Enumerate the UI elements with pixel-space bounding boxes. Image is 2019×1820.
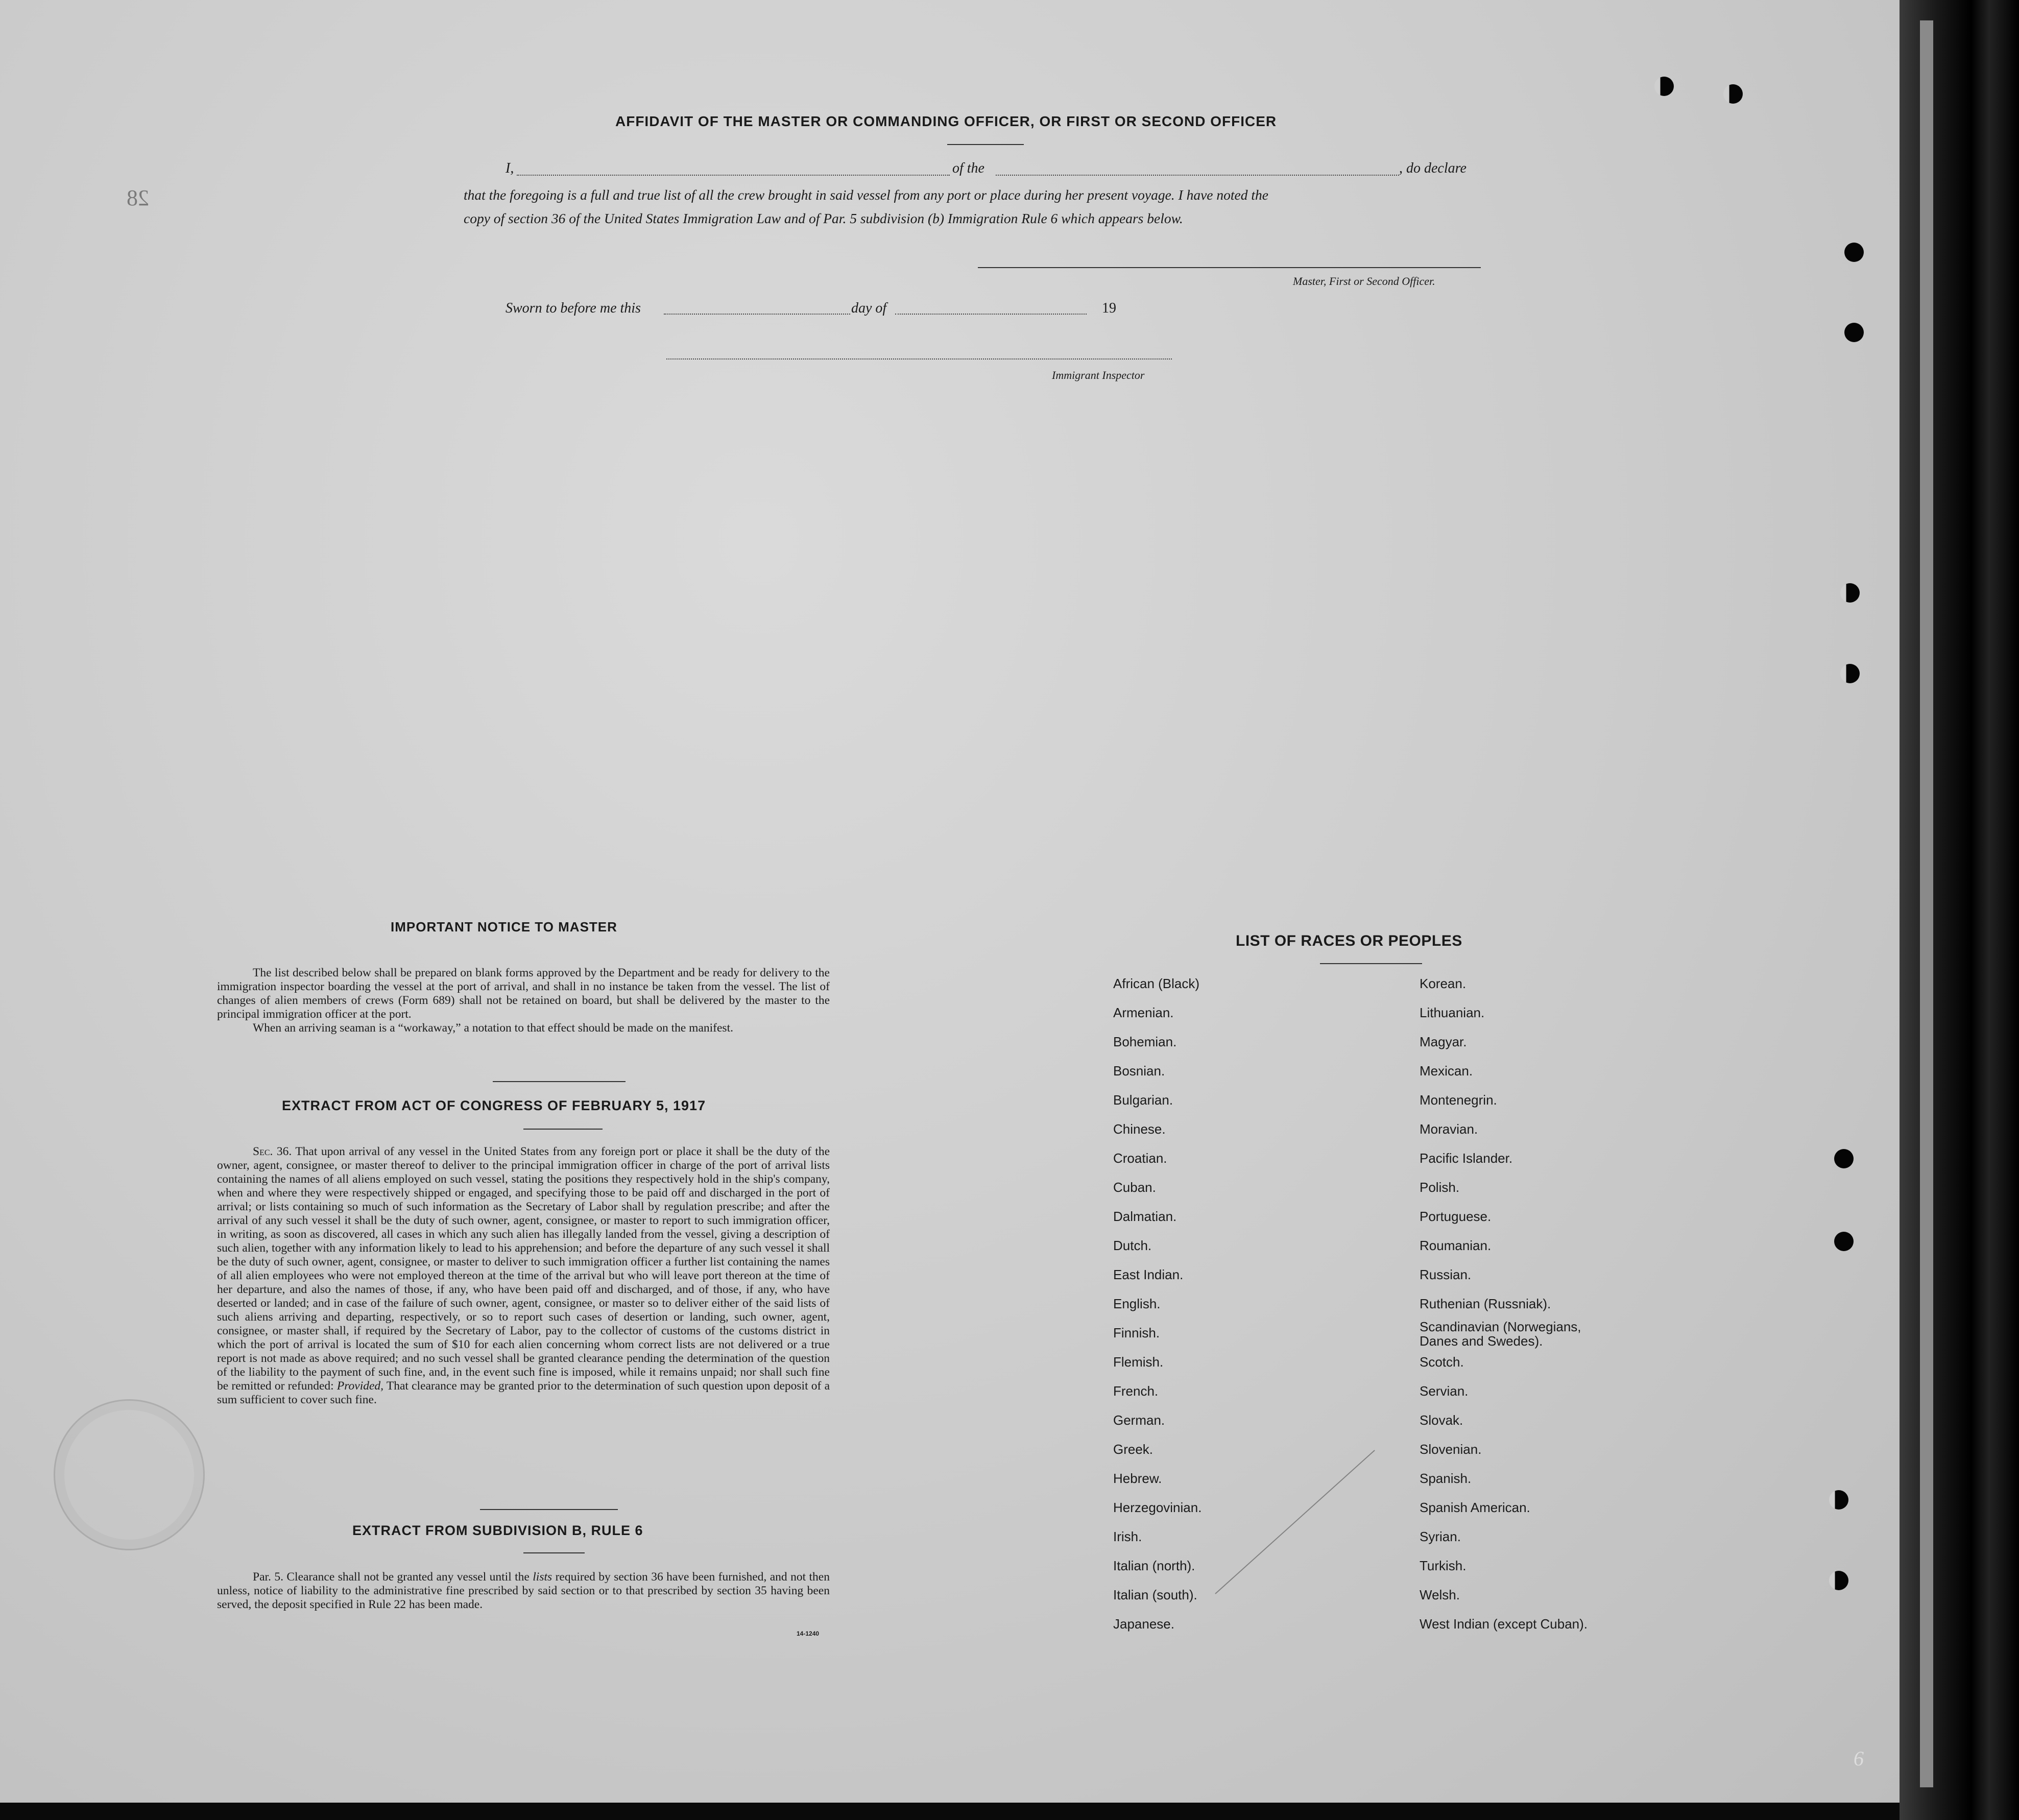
affidavit-name-blank	[517, 175, 950, 176]
sec-36-text-end: That clearance may be granted prior to the determination of such question upon deposit of a sum sufficient to cover such fine.	[217, 1379, 830, 1406]
affidavit-title-rule	[947, 144, 1024, 145]
binding-strip	[1920, 20, 1933, 1787]
races-title: LIST OF RACES OR PEOPLES	[1236, 932, 1462, 949]
race-item: Dutch.	[1113, 1238, 1152, 1253]
race-item: Hebrew.	[1113, 1471, 1162, 1486]
race-item: Polish.	[1420, 1180, 1460, 1195]
race-item: Armenian.	[1113, 1005, 1174, 1020]
race-item: Servian.	[1420, 1383, 1469, 1399]
binder-hole	[1840, 583, 1860, 603]
race-item: French.	[1113, 1383, 1159, 1399]
binder-hole	[1844, 323, 1864, 342]
margin-mark: 28	[127, 185, 149, 210]
race-item: Moravian.	[1420, 1121, 1478, 1137]
sworn-year: 19	[1102, 300, 1116, 316]
race-item: Montenegrin.	[1420, 1092, 1497, 1108]
sworn-month-blank	[895, 314, 1087, 315]
affidavit-line1-i: I,	[506, 160, 514, 176]
notice-rule	[493, 1081, 626, 1082]
affidavit-line1-of-the: of the	[952, 160, 984, 176]
sworn-day-blank	[664, 314, 850, 315]
binder-hole	[1834, 1232, 1854, 1251]
extract-act-rule	[523, 1129, 603, 1130]
affidavit-line3: copy of section 36 of the United States Immigration Law and of Par. 5 subdivision (b) Immigration Rule 6 which appears below.	[464, 210, 1183, 226]
sworn-text: Sworn to before me this	[506, 300, 641, 316]
race-item: Welsh.	[1420, 1587, 1460, 1602]
race-item: Cuban.	[1113, 1180, 1156, 1195]
race-item: Dalmatian.	[1113, 1209, 1177, 1224]
race-item: Bosnian.	[1113, 1063, 1165, 1079]
extract-rule-title: EXTRACT FROM SUBDIVISION B, RULE 6	[352, 1523, 643, 1538]
binder-hole	[1723, 84, 1743, 104]
diagonal-scratch	[1215, 1450, 1375, 1594]
race-item: Herzegovinian.	[1113, 1500, 1202, 1515]
race-item: Croatian.	[1113, 1151, 1167, 1166]
notice-para2: When an arriving seaman is a “workaway,” a notation to that effect should be made on the manifest.	[253, 1021, 733, 1035]
rule-text: Par. 5. Clearance shall not be granted any vessel until the	[253, 1570, 530, 1584]
binder-hole	[1829, 1571, 1848, 1590]
notice-body	[217, 966, 830, 1035]
race-item: Italian (north).	[1113, 1558, 1195, 1573]
extract-act-title: EXTRACT FROM ACT OF CONGRESS OF FEBRUARY 5, 1917	[282, 1098, 706, 1113]
lists-word: lists	[533, 1570, 552, 1584]
race-item: Bulgarian.	[1113, 1092, 1173, 1108]
binder-hole	[1829, 1490, 1848, 1510]
provided-word: Provided,	[336, 1379, 384, 1393]
race-item: Scotch.	[1420, 1354, 1464, 1370]
form-number: 14-1240	[797, 1630, 820, 1637]
seal-stamp	[54, 1399, 205, 1550]
race-item: Russian.	[1420, 1267, 1472, 1282]
race-item: Chinese.	[1113, 1121, 1166, 1137]
rule-text-end: required by section 36 have been furnished, and not then unless, notice of liability to the administrative fine prescribed by said section or to that prescribed by section 35 having been served, the deposit specified in Rule 22 has been made.	[217, 1570, 830, 1611]
race-item: Irish.	[1113, 1529, 1142, 1544]
extract-rule-rule	[523, 1552, 585, 1553]
race-item: Lithuanian.	[1420, 1005, 1485, 1020]
race-item: West Indian (except Cuban).	[1420, 1616, 1588, 1632]
race-item: Japanese.	[1113, 1616, 1174, 1632]
race-item: Greek.	[1113, 1442, 1153, 1457]
race-item: African (Black)	[1113, 976, 1200, 991]
races-right-column	[1420, 969, 1603, 1639]
binder-hole	[1654, 77, 1674, 96]
sec-36-text: That upon arrival of any vessel in the United States from any foreign port or place it shall be the duty of the owner, agent, consignee, or master thereof to deliver to the principal immigration officer in charge of the port of arrival lists containing the names of all aliens employed on such vessel, stating the positions they respectively hold in the ship's company, when and where they were respectively shipped or engaged, and specifying those to be paid off and discharged in the port of arrival; or lists containing so much of such information as the Secretary of Labor shall by regulation prescribe; and after the arrival of any such vessel it shall be the duty of such owner, agent, consignee, or master to report to such immigration officer, in writing, as soon as discovered, all cases in which any such alien has illegally landed from the vessel, giving a description of such alien, together with any information likely to lead to his apprehension; and before the departure of any such vessel it shall be the duty of such owner, agent, consignee, or master to deliver to such immigration officer a further list containing the names of all alien employees who were not employed thereon at the time of the arrival but who will leave port thereon at the time of her departure, and also the names of those, if any, who have been paid off and discharged, and of those, if any, who have deserted or landed; and in case of the failure of such owner, agent, consignee, or master so to deliver either of the said lists of such aliens arriving and departing, respectively, or so to report such cases of desertion or landing, such owner, agent, consignee, or master shall, if required by the Secretary of Labor, pay to the collector of customs of the customs district in which the port of arrival is located the sum of $10 for each alien concerning whom correct lists are not delivered or a true report is not made as above required; and no such vessel shall be granted clearance pending the determination of the question of the liability to the payment of such fine, and, in the event such fine is imposed, while it remains unpaid; nor shall such fine be remitted or refunded:	[217, 1145, 830, 1393]
binder-hole	[1844, 243, 1864, 262]
race-item: Syrian.	[1420, 1529, 1461, 1544]
race-item: Magyar.	[1420, 1034, 1467, 1049]
races-title-rule	[1320, 963, 1422, 964]
notice-title: IMPORTANT NOTICE TO MASTER	[391, 919, 617, 935]
race-item: Ruthenian (Russniak).	[1420, 1296, 1551, 1311]
sec-label: Sec. 36.	[253, 1145, 292, 1158]
sworn-day-of: day of	[851, 300, 887, 316]
race-item: Pacific Islander.	[1420, 1151, 1513, 1166]
race-item: Slovak.	[1420, 1412, 1463, 1428]
inspector-signature-line	[666, 358, 1172, 360]
race-item: Mexican.	[1420, 1063, 1473, 1079]
race-item: Italian (south).	[1113, 1587, 1197, 1602]
race-item: English.	[1113, 1296, 1161, 1311]
signature-line	[978, 267, 1481, 268]
binding-edge	[1854, 0, 2019, 1820]
race-item: East Indian.	[1113, 1267, 1184, 1282]
extract-rule-body	[217, 1570, 830, 1612]
race-item: Portuguese.	[1420, 1209, 1492, 1224]
corner-mark: 6	[1854, 1747, 1864, 1770]
races-left-column	[1113, 969, 1201, 1639]
race-item: Turkish.	[1420, 1558, 1467, 1573]
race-item: Spanish American.	[1420, 1500, 1530, 1515]
race-item: Spanish.	[1420, 1471, 1472, 1486]
extract-act-body	[217, 1145, 830, 1407]
signature-caption: Master, First or Second Officer.	[1293, 275, 1435, 288]
affidavit-line2: that the foregoing is a full and true list of all the crew brought in said vessel from any port or place during her present voyage. I have noted the	[464, 187, 1268, 203]
race-item: Korean.	[1420, 976, 1467, 991]
race-item: Bohemian.	[1113, 1034, 1177, 1049]
race-item: Slovenian.	[1420, 1442, 1482, 1457]
affidavit-vessel-blank	[996, 175, 1399, 176]
race-item: Finnish.	[1113, 1325, 1160, 1340]
race-item: Flemish.	[1113, 1354, 1164, 1370]
binder-hole	[1840, 664, 1860, 683]
race-item: Scandinavian (Norwegians, Danes and Swedes).	[1420, 1319, 1581, 1349]
notice-para1: The list described below shall be prepared on blank forms approved by the Department and be ready for delivery to the immigration inspector boarding the vessel at the port of arrival, and shall in no instance be taken from the vessel. The list of changes of alien members of crews (Form 689) shall not be retained on board, but shall be delivered by the master to the principal immigration officer at the port.	[217, 966, 830, 1021]
extract-act-end-rule	[480, 1509, 618, 1510]
race-item: German.	[1113, 1412, 1165, 1428]
binder-hole	[1834, 1149, 1854, 1168]
affidavit-title: AFFIDAVIT OF THE MASTER OR COMMANDING OFFICER, OR FIRST OR SECOND OFFICER	[615, 113, 1277, 129]
affidavit-line1-declare: , do declare	[1399, 160, 1467, 176]
inspector-caption: Immigrant Inspector	[1052, 369, 1145, 381]
race-item: Roumanian.	[1420, 1238, 1492, 1253]
